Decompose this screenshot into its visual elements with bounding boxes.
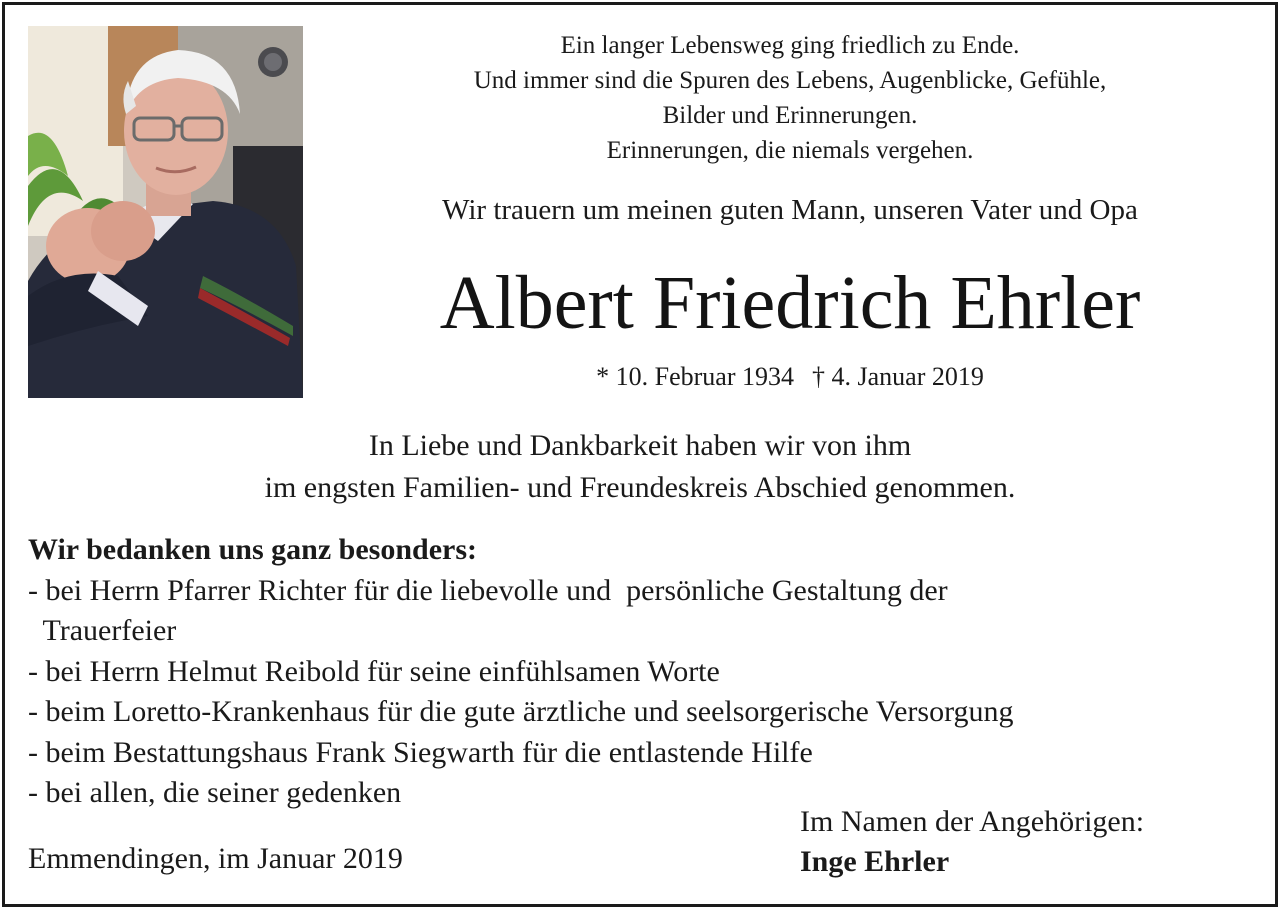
birth-date: * 10. Februar 1934 (596, 362, 794, 391)
thanks-item: Trauerfeier (28, 614, 177, 647)
portrait-photo (28, 26, 303, 398)
farewell-text (40, 425, 1240, 509)
poem-line: Ein langer Lebensweg ging friedlich zu Ende. (560, 32, 1020, 59)
poem-line: Bilder und Erinnerungen. (662, 102, 918, 129)
place-date: Emmendingen, im Januar 2019 (28, 842, 403, 875)
farewell-line: im engsten Familien- und Freundeskreis Abschied genommen. (264, 471, 1016, 504)
signature-block (800, 802, 1144, 882)
signer-name: Inge Ehrler (800, 845, 950, 878)
thanks-section (28, 530, 1248, 814)
thanks-heading: Wir bedanken uns ganz besonders: (28, 533, 478, 566)
thanks-item: - beim Loretto-Krankenhaus für die gute ärztliche und seelsorgerische Versorgung (28, 695, 1014, 728)
death-date: † 4. Januar 2019 (812, 362, 984, 391)
life-dates (390, 362, 1190, 392)
mourning-line: Wir trauern um meinen guten Mann, unseren Vater und Opa (442, 194, 1138, 226)
poem-verse (370, 28, 1210, 168)
thanks-item: - beim Bestattungshaus Frank Siegwarth für die entlastende Hilfe (28, 735, 813, 769)
thanks-item: - bei Herrn Pfarrer Richter für die liebevolle und persönliche Gestaltung der (28, 573, 948, 607)
signature-intro: Im Namen der Angehörigen: (800, 805, 1145, 838)
poem-line: Erinnerungen, die niemals vergehen. (606, 137, 974, 164)
deceased-name: Albert Friedrich Ehrler (439, 261, 1141, 345)
farewell-line: In Liebe und Dankbarkeit haben wir von ihm (368, 429, 912, 462)
thanks-item: - bei Herrn Helmut Reibold für seine einfühlsamen Worte (28, 654, 720, 688)
poem-line: Und immer sind die Spuren des Lebens, Augenblicke, Gefühle, (473, 67, 1107, 94)
thanks-item: - bei allen, die seiner gedenken (28, 776, 402, 809)
